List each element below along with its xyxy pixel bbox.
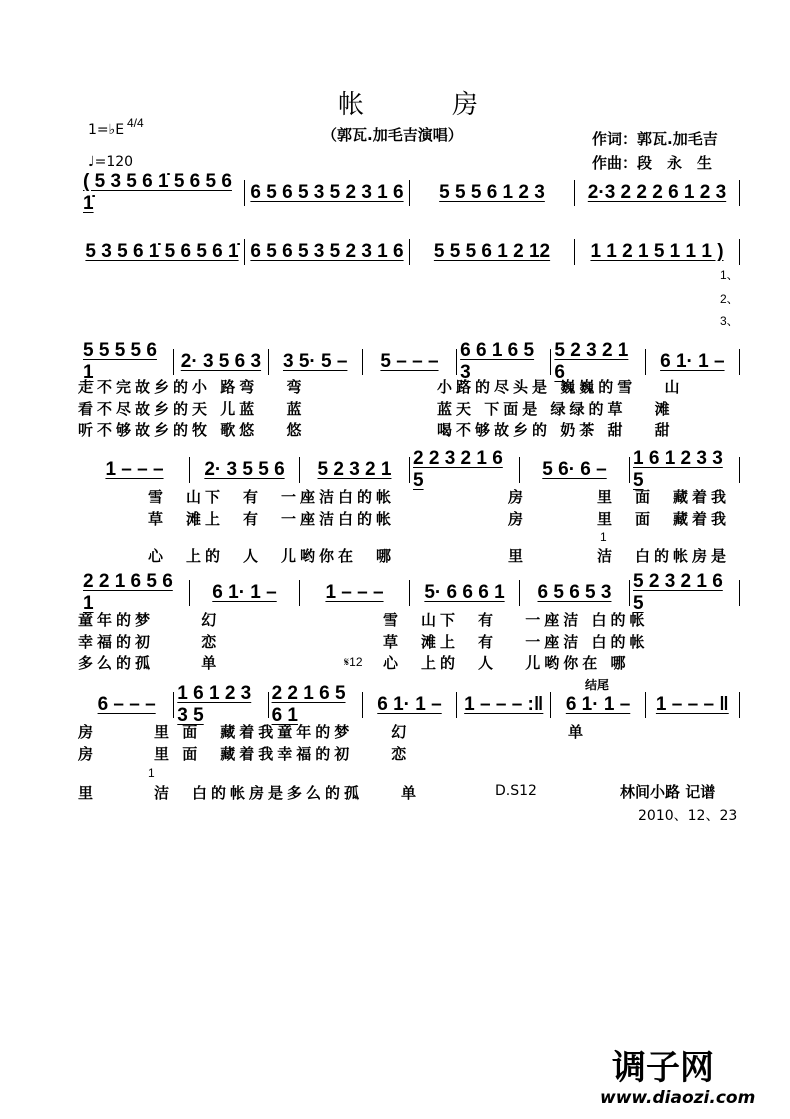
measure: 1 – – – :‖	[457, 692, 551, 718]
coda-label: 结尾	[585, 678, 610, 692]
title-char-1: 帐	[338, 90, 365, 120]
lyric: 小路的尽头是 巍巍的雪 山	[437, 378, 684, 396]
lyric: 幸福的初 恋	[78, 633, 221, 651]
lyric: 房 里 面 藏着我童年的梦 幻	[78, 723, 411, 741]
measure: 2·3 2 2 2 6 1 2 3	[575, 180, 740, 206]
lyric: 心 上的 人 儿哟你在 哪	[148, 547, 396, 565]
measure: 5 5 5 6 1 2 12	[410, 239, 575, 265]
segno-mark: 𝄋12	[344, 655, 363, 669]
lyric: 看不尽故乡的天 儿蓝 蓝	[78, 400, 306, 418]
lyric: 房 里 面 藏着我幸福的初 恋	[78, 745, 411, 763]
lyric: 喝不够故乡的 奶茶 甜 甜	[437, 421, 674, 439]
lyric: 雪 山下 有 一座洁 白的帐	[383, 611, 649, 629]
performer: （郭瓦.加毛吉演唱）	[322, 126, 463, 144]
lyric: 雪 山下 有 一座洁白的帐	[148, 488, 396, 506]
measure: 1 1 2 1 5 1 1 1 )	[575, 239, 740, 265]
measure: 6 – – –	[80, 692, 174, 718]
time-signature: 4/4	[127, 116, 144, 130]
lyric: 里 面 藏着我	[597, 510, 731, 528]
lyric: 草 滩上 有 一座洁白的帐	[148, 510, 396, 528]
watermark-url: www.diaozi.com	[600, 1088, 756, 1108]
measure: 6 1· 1 –	[190, 580, 300, 606]
notation-row-2	[80, 239, 740, 265]
measure: 6 1· 1 –	[363, 692, 457, 718]
key-signature: 1=♭E	[88, 122, 125, 138]
verse-marker: 1、	[720, 268, 739, 282]
lyric: 里	[508, 547, 528, 565]
measure: 1 – – –	[80, 457, 190, 483]
lyric: 蓝天 下面是 绿绿的草 滩	[437, 400, 674, 418]
lyric: 多么的孤 单	[78, 654, 221, 672]
lyric: 里 洁 白的帐房是多么的孤 单	[78, 784, 421, 802]
measure: 5 6· 6 –	[520, 457, 630, 483]
measure: 2· 3 5 5 6	[190, 457, 300, 483]
lyric: 房	[508, 510, 528, 528]
measure: 6 5 6 5 3 5 2 3 1 6	[245, 239, 410, 265]
measure: 2· 3 5 6 3	[174, 349, 268, 375]
lyric: 房	[508, 488, 528, 506]
measure: 6 6 1 6 5 3	[457, 349, 551, 375]
verse-ending-marker: 1	[148, 766, 155, 780]
watermark-logo: 调子网	[612, 1048, 714, 1088]
notation-row-5	[80, 571, 740, 614]
notation-row-4	[80, 448, 740, 491]
notation-row-3	[80, 340, 740, 383]
measure: 1 6 1 2 3 3 5	[174, 692, 268, 718]
measure: 5· 6 6 6 1	[410, 580, 520, 606]
tempo: ♩=120	[88, 154, 134, 170]
verse-marker: 2、	[720, 292, 739, 306]
measure: 5 2 3 2 1 6 5	[630, 580, 740, 606]
measure: 5 3 5 6 1̇ 5 6 5 6 1̇	[80, 239, 245, 265]
measure: 6 5 6 5 3	[520, 580, 630, 606]
lyric: 草 滩上 有 一座洁 白的帐	[383, 633, 649, 651]
lyric: 单	[568, 723, 588, 741]
verse-ending-marker: 1	[600, 530, 607, 544]
lyricist: 作词：郭瓦.加毛吉	[592, 130, 718, 148]
dal-segno: D.S12	[495, 783, 537, 799]
measure: 2 2 1 6 5 6 1	[80, 580, 190, 606]
title-char-2: 房	[452, 90, 479, 120]
lyric: 走不完故乡的小 路弯 弯	[78, 378, 306, 396]
measure: 5 2 3 2 1 6	[551, 349, 645, 375]
composer: 作曲：段 永 生	[592, 154, 713, 172]
measure: 2 2 3 2 1 6 5	[410, 457, 520, 483]
measure: 5 5 5 5 6 1	[80, 349, 174, 375]
transcriber: 林间小路 记谱	[620, 783, 716, 801]
measure: 6 5 6 5 3 5 2 3 1 6	[245, 180, 410, 206]
measure: ( 5 3 5 6 1̇ 5 6 5 6 1̇	[80, 180, 245, 206]
measure: 3 5· 5 –	[269, 349, 363, 375]
measure: 2 2 1 6 5 6 1	[269, 692, 363, 718]
measure: 6 1· 1 –	[551, 692, 645, 718]
measure: 1 – – –	[300, 580, 410, 606]
measure: 6 1· 1 –	[646, 349, 740, 375]
measure: 1 – – – ‖	[646, 692, 740, 718]
measure: 5 5 5 6 1 2 3	[410, 180, 575, 206]
measure: 1 6 1 2 3 3 5	[630, 457, 740, 483]
measure: 5 – – –	[363, 349, 457, 375]
notation-row-1	[80, 171, 740, 214]
lyric: 童年的梦 幻	[78, 611, 221, 629]
measure: 5 2 3 2 1	[300, 457, 410, 483]
verse-marker: 3、	[720, 314, 739, 328]
lyric: 里 面 藏着我	[597, 488, 731, 506]
lyric: 洁 白的帐房是	[597, 547, 731, 565]
lyric: 心 上的 人 儿哟你在 哪	[383, 654, 630, 672]
date: 2010、12、23	[638, 808, 738, 824]
lyric: 听不够故乡的牧 歌悠 悠	[78, 421, 306, 439]
